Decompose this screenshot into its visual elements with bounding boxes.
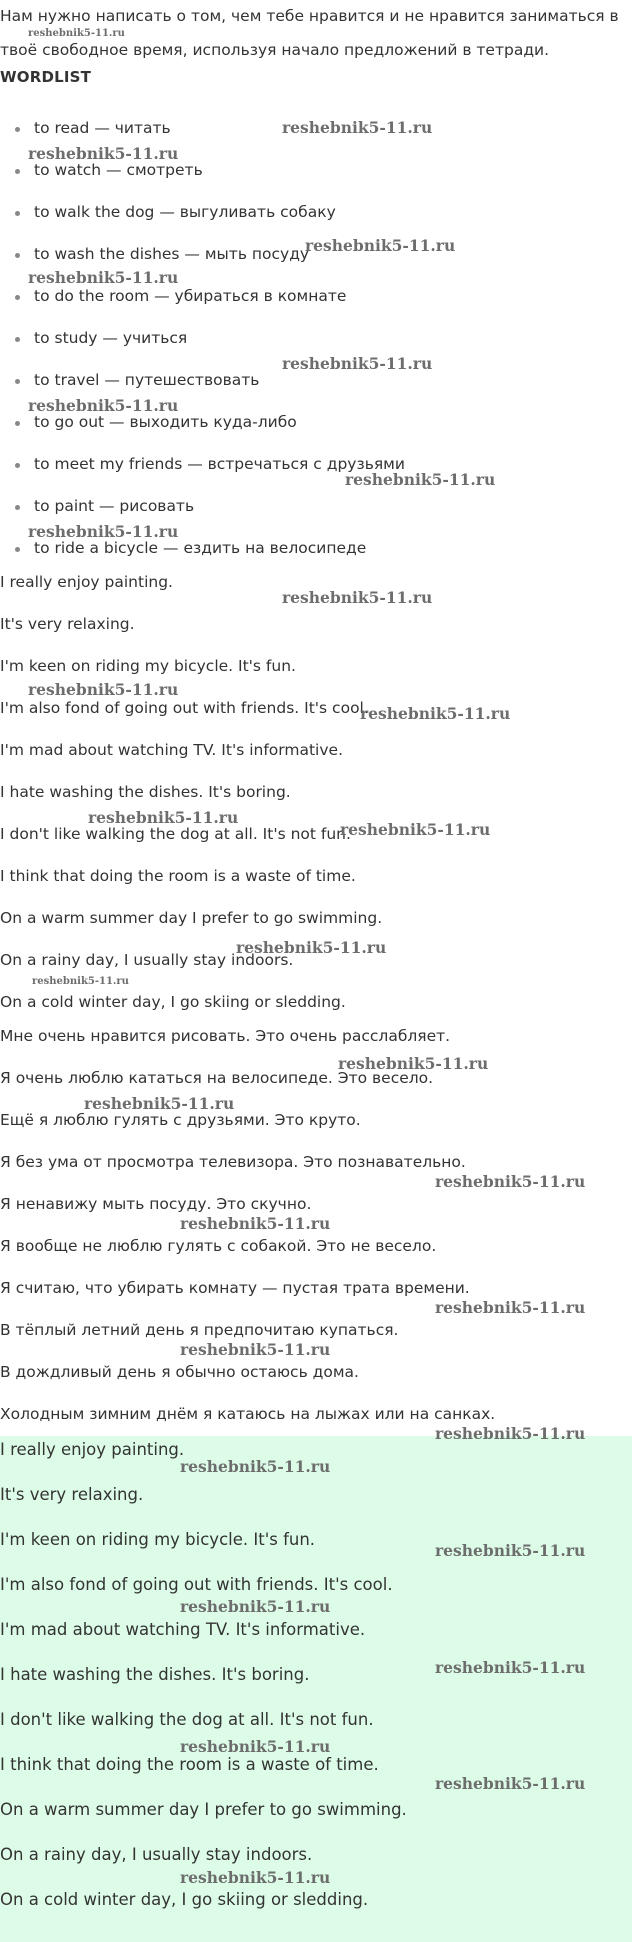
- answer-sentence: On a cold winter day, I go skiing or sledding.: [0, 1890, 369, 1909]
- bullet-dot-icon: [15, 505, 20, 510]
- list-item: to watch — смотреть: [16, 160, 203, 180]
- answer-sentence: I'm also fond of going out with friends. It's cool.: [0, 1575, 393, 1594]
- watermark: reshebnik5-11.ru: [236, 938, 387, 957]
- watermark: reshebnik5-11.ru: [180, 1214, 331, 1233]
- bullet-dot-icon: [15, 253, 20, 258]
- watermark: reshebnik5-11.ru: [435, 1658, 586, 1677]
- russian-sentence: Я вообще не люблю гулять с собакой. Это не весело.: [0, 1237, 437, 1255]
- answer-sentence: I think that doing the room is a waste of time.: [0, 1755, 379, 1774]
- watermark: reshebnik5-11.ru: [28, 144, 179, 163]
- russian-sentence: Ещё я люблю гулять с друзьями. Это круто.: [0, 1111, 361, 1129]
- english-sentence: I hate washing the dishes. It's boring.: [0, 783, 291, 801]
- watermark: reshebnik5-11.ru: [28, 522, 179, 541]
- bullet-dot-icon: [15, 295, 20, 300]
- russian-sentence: В дождливый день я обычно остаюсь дома.: [0, 1363, 359, 1381]
- english-sentence: I think that doing the room is a waste of time.: [0, 867, 356, 885]
- russian-sentence: Я считаю, что убирать комнату — пустая трата времени.: [0, 1279, 470, 1297]
- list-item: to travel — путешествовать: [16, 370, 259, 390]
- watermark: reshebnik5-11.ru: [360, 704, 511, 723]
- watermark: reshebnik5-11.ru: [282, 118, 433, 137]
- intro-line-1: Нам нужно написать о том, чем тебе нравится и не нравится заниматься в: [0, 7, 619, 25]
- watermark: reshebnik5-11.ru: [340, 820, 491, 839]
- answer-sentence: I hate washing the dishes. It's boring.: [0, 1665, 310, 1684]
- watermark: reshebnik5-11.ru: [32, 976, 129, 987]
- watermark: reshebnik5-11.ru: [88, 808, 239, 827]
- watermark: reshebnik5-11.ru: [305, 236, 456, 255]
- russian-sentence: В тёплый летний день я предпочитаю купаться.: [0, 1321, 399, 1339]
- wordlist-heading: WORDLIST: [0, 68, 92, 86]
- watermark: reshebnik5-11.ru: [28, 396, 179, 415]
- watermark: reshebnik5-11.ru: [338, 1054, 489, 1073]
- watermark: reshebnik5-11.ru: [180, 1737, 331, 1756]
- bullet-dot-icon: [15, 421, 20, 426]
- watermark: reshebnik5-11.ru: [435, 1541, 586, 1560]
- answer-sentence: I'm mad about watching TV. It's informative.: [0, 1620, 366, 1639]
- watermark: reshebnik5-11.ru: [435, 1298, 586, 1317]
- list-item: to read — читать: [16, 118, 171, 138]
- list-item: to go out — выходить куда-либо: [16, 412, 297, 432]
- list-item: to ride a bicycle — ездить на велосипеде: [16, 538, 366, 558]
- list-item: to paint — рисовать: [16, 496, 194, 516]
- watermark: reshebnik5-11.ru: [435, 1774, 586, 1793]
- watermark: reshebnik5-11.ru: [435, 1424, 586, 1443]
- english-sentence: On a cold winter day, I go skiing or sledding.: [0, 993, 346, 1011]
- list-item: to wash the dishes — мыть посуду: [16, 244, 309, 264]
- russian-sentence: Холодным зимним днём я катаюсь на лыжах или на санках.: [0, 1405, 496, 1423]
- watermark: reshebnik5-11.ru: [28, 680, 179, 699]
- watermark: reshebnik5-11.ru: [435, 1172, 586, 1191]
- answer-sentence: On a warm summer day I prefer to go swimming.: [0, 1800, 407, 1819]
- watermark: reshebnik5-11.ru: [84, 1094, 235, 1113]
- english-sentence: It's very relaxing.: [0, 615, 135, 633]
- russian-sentence: Я ненавижу мыть посуду. Это скучно.: [0, 1195, 312, 1213]
- answer-sentence: It's very relaxing.: [0, 1485, 144, 1504]
- russian-sentence: Я без ума от просмотра телевизора. Это познавательно.: [0, 1153, 466, 1171]
- watermark: reshebnik5-11.ru: [180, 1597, 331, 1616]
- answer-box: [0, 1436, 632, 1942]
- list-item: to walk the dog — выгуливать собаку: [16, 202, 336, 222]
- intro-line-2: твоё свободное время, используя начало предложений в тетради.: [0, 41, 550, 59]
- watermark: reshebnik5-11.ru: [28, 28, 125, 39]
- watermark: reshebnik5-11.ru: [282, 354, 433, 373]
- english-sentence: On a warm summer day I prefer to go swimming.: [0, 909, 383, 927]
- answer-sentence: I really enjoy painting.: [0, 1440, 185, 1459]
- answer-sentence: I don't like walking the dog at all. It's not fun.: [0, 1710, 374, 1729]
- english-sentence: On a rainy day, I usually stay indoors.: [0, 951, 294, 969]
- bullet-dot-icon: [15, 211, 20, 216]
- english-sentence: I'm also fond of going out with friends. It's cool.: [0, 699, 369, 717]
- english-sentence: I'm mad about watching TV. It's informative.: [0, 741, 343, 759]
- bullet-dot-icon: [15, 337, 20, 342]
- bullet-dot-icon: [15, 127, 20, 132]
- watermark: reshebnik5-11.ru: [28, 268, 179, 287]
- english-sentence: I'm keen on riding my bicycle. It's fun.: [0, 657, 296, 675]
- english-sentence: I really enjoy painting.: [0, 573, 173, 591]
- english-sentence: I don't like walking the dog at all. It's not fun.: [0, 825, 351, 843]
- bullet-dot-icon: [15, 463, 20, 468]
- russian-sentence: Мне очень нравится рисовать. Это очень расслабляет.: [0, 1027, 451, 1045]
- watermark: reshebnik5-11.ru: [180, 1868, 331, 1887]
- answer-sentence: On a rainy day, I usually stay indoors.: [0, 1845, 313, 1864]
- watermark: reshebnik5-11.ru: [180, 1457, 331, 1476]
- bullet-dot-icon: [15, 547, 20, 552]
- watermark: reshebnik5-11.ru: [180, 1340, 331, 1359]
- list-item: to meet my friends — встречаться с друзьями: [16, 454, 405, 474]
- watermark: reshebnik5-11.ru: [345, 470, 496, 489]
- russian-sentence: Я очень люблю кататься на велосипеде. Это весело.: [0, 1069, 434, 1087]
- bullet-dot-icon: [15, 169, 20, 174]
- answer-sentence: I'm keen on riding my bicycle. It's fun.: [0, 1530, 316, 1549]
- list-item: to do the room — убираться в комнате: [16, 286, 346, 306]
- list-item: to study — учиться: [16, 328, 187, 348]
- bullet-dot-icon: [15, 379, 20, 384]
- watermark: reshebnik5-11.ru: [282, 588, 433, 607]
